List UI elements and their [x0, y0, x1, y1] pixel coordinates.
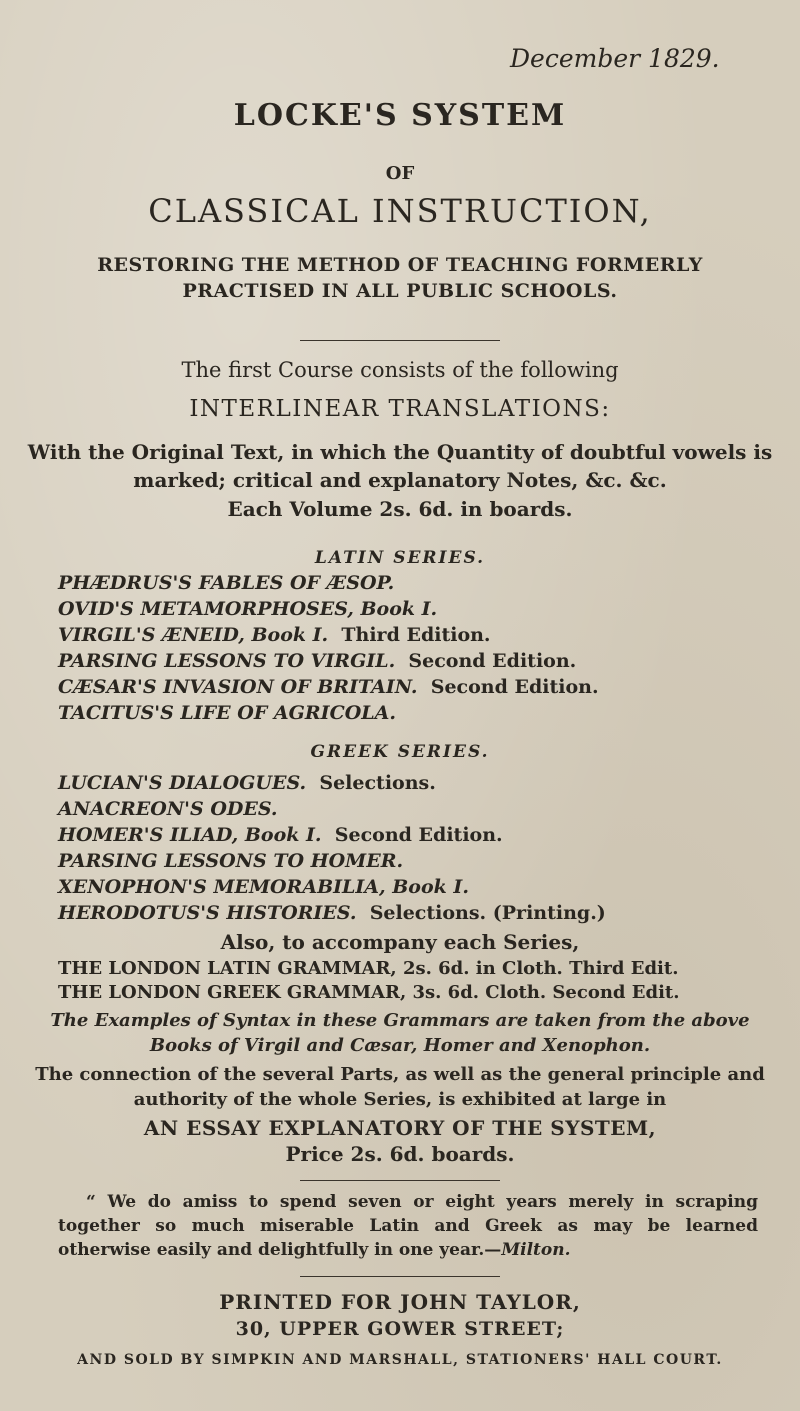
divider: [300, 1180, 500, 1181]
book-note: Selections. (Printing.): [369, 902, 606, 924]
book-title: OVID'S METAMORPHOSES, Book I.: [58, 598, 438, 620]
book-note: Second Edition.: [334, 824, 503, 846]
book-title: HOMER'S ILIAD, Book I.: [58, 824, 322, 846]
description-line: marked; critical and explanatory Notes, &c. &c.: [133, 468, 667, 492]
restoring-line: RESTORING THE METHOD OF TEACHING FORMERLY: [97, 254, 703, 276]
greek-book: [58, 824, 503, 846]
grammar-listing: THE LONDON LATIN GRAMMAR, 2s. 6d. in Cloth. Third Edit.: [58, 958, 679, 979]
latin-book: [58, 650, 576, 672]
milton-quote: [58, 1190, 758, 1262]
latin-book: [58, 702, 396, 724]
latin-book: [58, 598, 437, 620]
greek-book: [58, 850, 403, 872]
essay-title: AN ESSAY EXPLANATORY OF THE SYSTEM,: [143, 1116, 657, 1140]
title-of: OF: [385, 163, 415, 184]
also-line: Also, to accompany each Series,: [220, 930, 580, 954]
description-line: With the Original Text, in which the Quantity of doubtful vowels is: [27, 440, 773, 464]
book-title: PARSING LESSONS TO VIRGIL.: [58, 650, 396, 672]
book-title: XENOPHON'S MEMORABILIA, Book I.: [58, 876, 469, 898]
connection-line: authority of the whole Series, is exhibited at large in: [133, 1089, 667, 1110]
greek-book: [58, 902, 606, 924]
date: December 1829.: [510, 44, 720, 73]
printer-line: PRINTED FOR JOHN TAYLOR,: [219, 1290, 581, 1314]
greek-book: [58, 798, 277, 820]
greek-book: [58, 772, 436, 794]
first-course-intro: The first Course consists of the following: [181, 358, 619, 382]
latin-series-heading: LATIN SERIES.: [314, 548, 486, 568]
printer-address: 30, UPPER GOWER STREET;: [235, 1318, 565, 1340]
greek-book: [58, 876, 469, 898]
latin-book: [58, 676, 599, 698]
grammar-listing: THE LONDON GREEK GRAMMAR, 3s. 6d. Cloth. Second Edit.: [58, 982, 680, 1003]
book-title: HERODOTUS'S HISTORIES.: [58, 902, 357, 924]
book-note: Third Edition.: [341, 624, 491, 646]
examples-line: The Examples of Syntax in these Grammars are taken from the above: [50, 1010, 750, 1031]
divider: [300, 340, 500, 341]
book-note: Selections.: [319, 772, 436, 794]
page-title: LOCKE'S SYSTEM: [233, 98, 567, 133]
interlinear-heading: INTERLINEAR TRANSLATIONS:: [189, 396, 611, 422]
quote-text: “ We do amiss to spend seven or eight years merely in scraping together so much miserable Latin and Greek as may be learned otherwise easily and delightfully in one year.—: [58, 1192, 758, 1260]
book-title: CÆSAR'S INVASION OF BRITAIN.: [58, 676, 418, 698]
book-title: PHÆDRUS'S FABLES OF ÆSOP.: [58, 572, 395, 594]
sold-by-line: AND SOLD BY SIMPKIN AND MARSHALL, STATIONERS' HALL COURT.: [77, 1352, 723, 1368]
divider: [300, 1276, 500, 1277]
greek-series-heading: GREEK SERIES.: [310, 742, 490, 762]
connection-statement: [0, 1062, 800, 1112]
latin-book: [58, 624, 491, 646]
book-note: Second Edition.: [408, 650, 577, 672]
book-note: Second Edition.: [430, 676, 599, 698]
book-title: ANACREON'S ODES.: [58, 798, 278, 820]
examples-line: Books of Virgil and Cæsar, Homer and Xenophon.: [149, 1035, 651, 1056]
examples-note: [0, 1008, 800, 1058]
restoring-statement: [0, 252, 800, 304]
quote-author: Milton.: [501, 1240, 571, 1260]
volume-price: Each Volume 2s. 6d. in boards.: [227, 497, 573, 521]
original-text-description: [0, 438, 800, 494]
book-title: PARSING LESSONS TO HOMER.: [58, 850, 404, 872]
restoring-line: PRACTISED IN ALL PUBLIC SCHOOLS.: [182, 280, 618, 302]
page-subtitle: CLASSICAL INSTRUCTION,: [148, 192, 652, 230]
book-title: LUCIAN'S DIALOGUES.: [58, 772, 307, 794]
connection-line: The connection of the several Parts, as well as the general principle and: [35, 1064, 765, 1085]
essay-price: Price 2s. 6d. boards.: [285, 1142, 515, 1166]
book-title: VIRGIL'S ÆNEID, Book I.: [58, 624, 329, 646]
latin-book: [58, 572, 394, 594]
book-title: TACITUS'S LIFE OF AGRICOLA.: [58, 702, 396, 724]
